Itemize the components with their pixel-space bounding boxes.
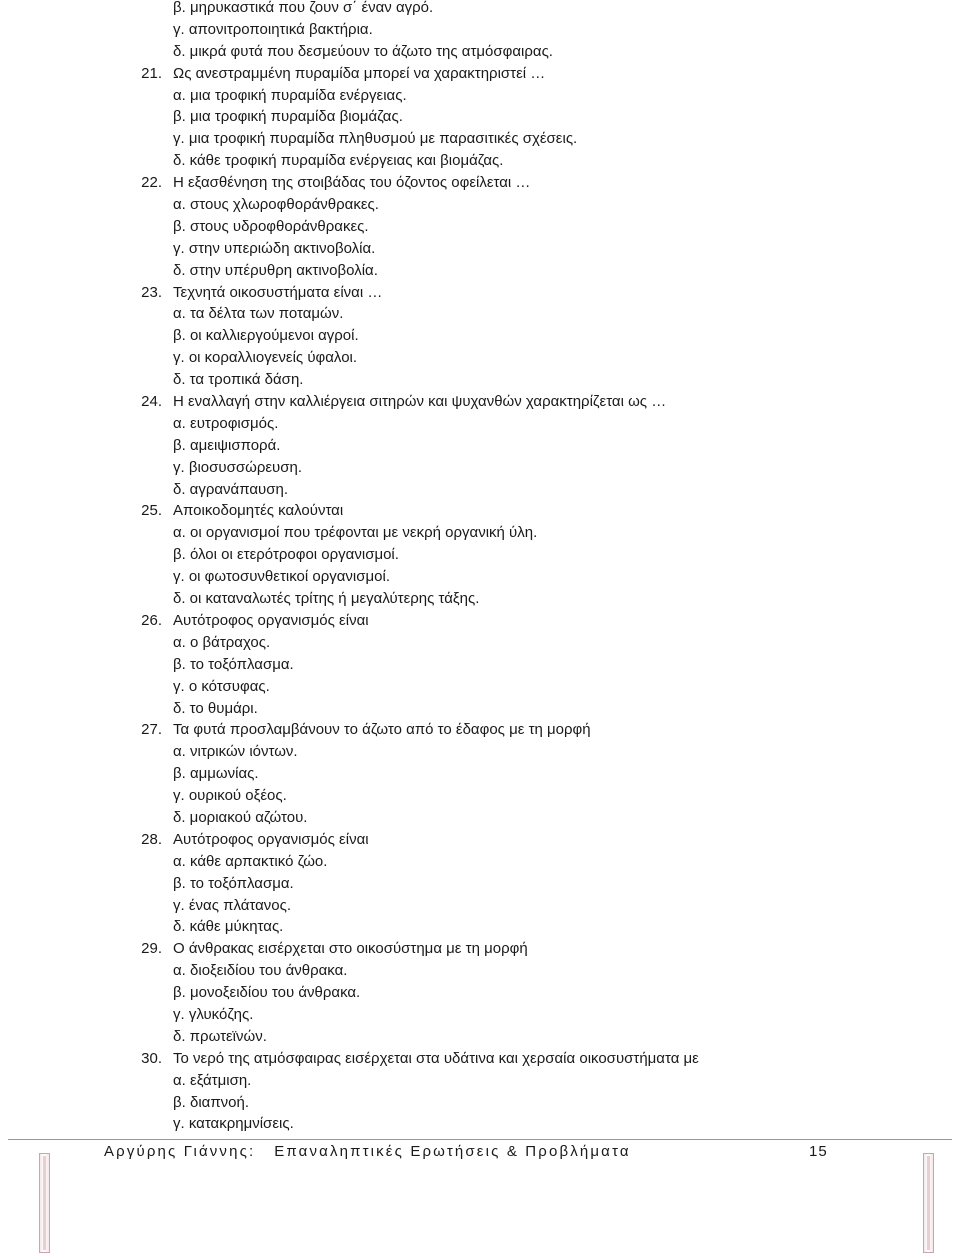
question-number: 27.	[141, 721, 162, 739]
question-number: 24.	[141, 393, 162, 411]
answer-option	[0, 1070, 960, 1092]
answer-option-text: γ. απονιτροποιητικά βακτήρια.	[173, 20, 373, 38]
answer-option-text: δ. πρωτεϊνών.	[173, 1027, 267, 1045]
question-text: Τα φυτά προσλαμβάνουν το άζωτο από το έδαφος με τη μορφή	[173, 721, 591, 739]
answer-option-text: δ. κάθε μύκητας.	[173, 918, 284, 936]
answer-option-text: α. διοξειδίου του άνθρακα.	[173, 962, 348, 980]
answer-option	[0, 676, 960, 698]
answer-option-text: δ. τα τροπικά δάση.	[173, 371, 304, 389]
answer-option-text: β. στους υδροφθοράνθρακες.	[173, 217, 369, 235]
answer-option	[0, 260, 960, 282]
answer-option	[0, 0, 960, 19]
answer-option	[0, 698, 960, 720]
answer-option	[0, 851, 960, 873]
answer-option-text: β. το τοξόπλασμα.	[173, 655, 294, 673]
answer-option-text: β. διαπνοή.	[173, 1093, 250, 1111]
question-line	[0, 829, 960, 851]
question-number: 23.	[141, 283, 162, 301]
answer-option-text: β. οι καλλιεργούμενοι αγροί.	[173, 327, 359, 345]
answer-option	[0, 807, 960, 829]
question-number: 25.	[141, 502, 162, 520]
question-number: 26.	[141, 611, 162, 629]
answer-option	[0, 566, 960, 588]
question-number: 28.	[141, 830, 162, 848]
answer-option-text: δ. αγρανάπαυση.	[173, 480, 289, 498]
answer-option-text: α. ευτροφισμός.	[173, 414, 279, 432]
question-text: Η εναλλαγή στην καλλιέργεια σιτηρών και ψυχανθών χαρακτηρίζεται ως …	[173, 393, 667, 411]
answer-option-text: γ. οι φωτοσυνθετικοί οργανισμοί.	[173, 568, 390, 586]
question-text: Αυτότροφος οργανισμός είναι	[173, 830, 369, 848]
answer-option-text: γ. μια τροφική πυραμίδα πληθυσμού με παρασιτικές σχέσεις.	[173, 130, 578, 148]
question-line	[0, 719, 960, 741]
answer-option-text: α. μια τροφική πυραμίδα ενέργειας.	[173, 86, 407, 104]
answer-option	[0, 216, 960, 238]
answer-option	[0, 479, 960, 501]
decorative-bar-left	[39, 1153, 50, 1253]
answer-option	[0, 544, 960, 566]
answer-option	[0, 435, 960, 457]
footer-author-title: Αργύρης Γιάννης: Επαναληπτικές Ερωτήσεις & Προβλήματα	[104, 1143, 631, 1160]
answer-option-text: δ. στην υπέρυθρη ακτινοβολία.	[173, 261, 378, 279]
answer-option-text: α. τα δέλτα των ποταμών.	[173, 305, 344, 323]
answer-option-text: β. αμμωνίας.	[173, 765, 259, 783]
question-line	[0, 610, 960, 632]
answer-option	[0, 238, 960, 260]
question-line	[0, 1048, 960, 1070]
answer-option-text: β. μηρυκαστικά που ζουν σ΄ έναν αγρό.	[173, 0, 434, 16]
answer-option	[0, 194, 960, 216]
question-line	[0, 938, 960, 960]
answer-option	[0, 982, 960, 1004]
footer-divider	[8, 1139, 952, 1140]
question-number: 30.	[141, 1049, 162, 1067]
answer-option-text: α. νιτρικών ιόντων.	[173, 743, 298, 761]
page-footer	[0, 1141, 960, 1165]
answer-option	[0, 85, 960, 107]
question-line	[0, 282, 960, 304]
question-text: Ως ανεστραμμένη πυραμίδα μπορεί να χαρακτηριστεί …	[173, 64, 546, 82]
answer-option	[0, 1026, 960, 1048]
answer-option-text: γ. οι κοραλλιογενείς ύφαλοι.	[173, 349, 358, 367]
answer-option-text: α. κάθε αρπακτικό ζώο.	[173, 852, 328, 870]
answer-option	[0, 1113, 960, 1135]
answer-option	[0, 873, 960, 895]
answer-option	[0, 763, 960, 785]
answer-option-text: α. εξάτμιση.	[173, 1071, 252, 1089]
answer-option	[0, 128, 960, 150]
answer-option-text: α. οι οργανισμοί που τρέφονται με νεκρή οργανική ύλη.	[173, 524, 538, 542]
answer-option-text: δ. μικρά φυτά που δεσμεύουν το άζωτο της ατμόσφαιρας.	[173, 42, 553, 60]
answer-option-text: δ. μοριακού αζώτου.	[173, 808, 308, 826]
answer-option	[0, 895, 960, 917]
answer-option-text: α. στους χλωροφθοράνθρακες.	[173, 196, 379, 214]
question-text: Το νερό της ατμόσφαιρας εισέρχεται στα υδάτινα και χερσαία οικοσυστήματα με	[173, 1049, 699, 1067]
question-text: Τεχνητά οικοσυστήματα είναι …	[173, 283, 383, 301]
answer-option-text: γ. γλυκόζης.	[173, 1005, 254, 1023]
answer-option	[0, 741, 960, 763]
answer-option	[0, 522, 960, 544]
answer-option-text: β. αμειψισπορά.	[173, 436, 281, 454]
answer-option	[0, 457, 960, 479]
answer-option	[0, 347, 960, 369]
answer-option	[0, 150, 960, 172]
answer-option	[0, 916, 960, 938]
question-text: Αποικοδομητές καλούνται	[173, 502, 344, 520]
answer-option-text: δ. οι καταναλωτές τρίτης ή μεγαλύτερης τάξης.	[173, 590, 480, 608]
answer-option-text: γ. κατακρημνίσεις.	[173, 1115, 294, 1133]
question-number: 29.	[141, 940, 162, 958]
answer-option	[0, 413, 960, 435]
question-line	[0, 63, 960, 85]
answer-option	[0, 785, 960, 807]
answer-option	[0, 960, 960, 982]
answer-option	[0, 1092, 960, 1114]
answer-option	[0, 654, 960, 676]
answer-option-text: α. ο βάτραχος.	[173, 633, 271, 651]
question-text: Αυτότροφος οργανισμός είναι	[173, 611, 369, 629]
answer-option	[0, 588, 960, 610]
answer-option-text: γ. ένας πλάτανος.	[173, 896, 292, 914]
answer-option	[0, 19, 960, 41]
answer-option	[0, 41, 960, 63]
answer-option-text: β. όλοι οι ετερότροφοι οργανισμοί.	[173, 546, 399, 564]
answer-option	[0, 1004, 960, 1026]
answer-option-text: β. μονοξειδίου του άνθρακα.	[173, 984, 361, 1002]
decorative-bar-right	[923, 1153, 934, 1253]
question-line	[0, 391, 960, 413]
page-number: 15	[809, 1143, 828, 1160]
question-text: Η εξασθένηση της στοιβάδας του όζοντος οφείλεται …	[173, 174, 531, 192]
answer-option-text: γ. στην υπεριώδη ακτινοβολία.	[173, 239, 376, 257]
answer-option	[0, 106, 960, 128]
answer-option-text: δ. το θυμάρι.	[173, 699, 258, 717]
question-number: 21.	[141, 64, 162, 82]
answer-option-text: γ. ουρικού οξέος.	[173, 787, 287, 805]
answer-option-text: β. το τοξόπλασμα.	[173, 874, 294, 892]
answer-option	[0, 303, 960, 325]
answer-option	[0, 632, 960, 654]
question-number: 22.	[141, 174, 162, 192]
question-line	[0, 172, 960, 194]
question-line	[0, 500, 960, 522]
answer-option-text: δ. κάθε τροφική πυραμίδα ενέργειας και βιομάζας.	[173, 152, 504, 170]
answer-option	[0, 325, 960, 347]
answer-option-text: γ. ο κότσυφας.	[173, 677, 270, 695]
answer-option	[0, 369, 960, 391]
question-text: Ο άνθρακας εισέρχεται στο οικοσύστημα με τη μορφή	[173, 940, 528, 958]
answer-option-text: γ. βιοσυσσώρευση.	[173, 458, 303, 476]
answer-option-text: β. μια τροφική πυραμίδα βιομάζας.	[173, 108, 403, 126]
